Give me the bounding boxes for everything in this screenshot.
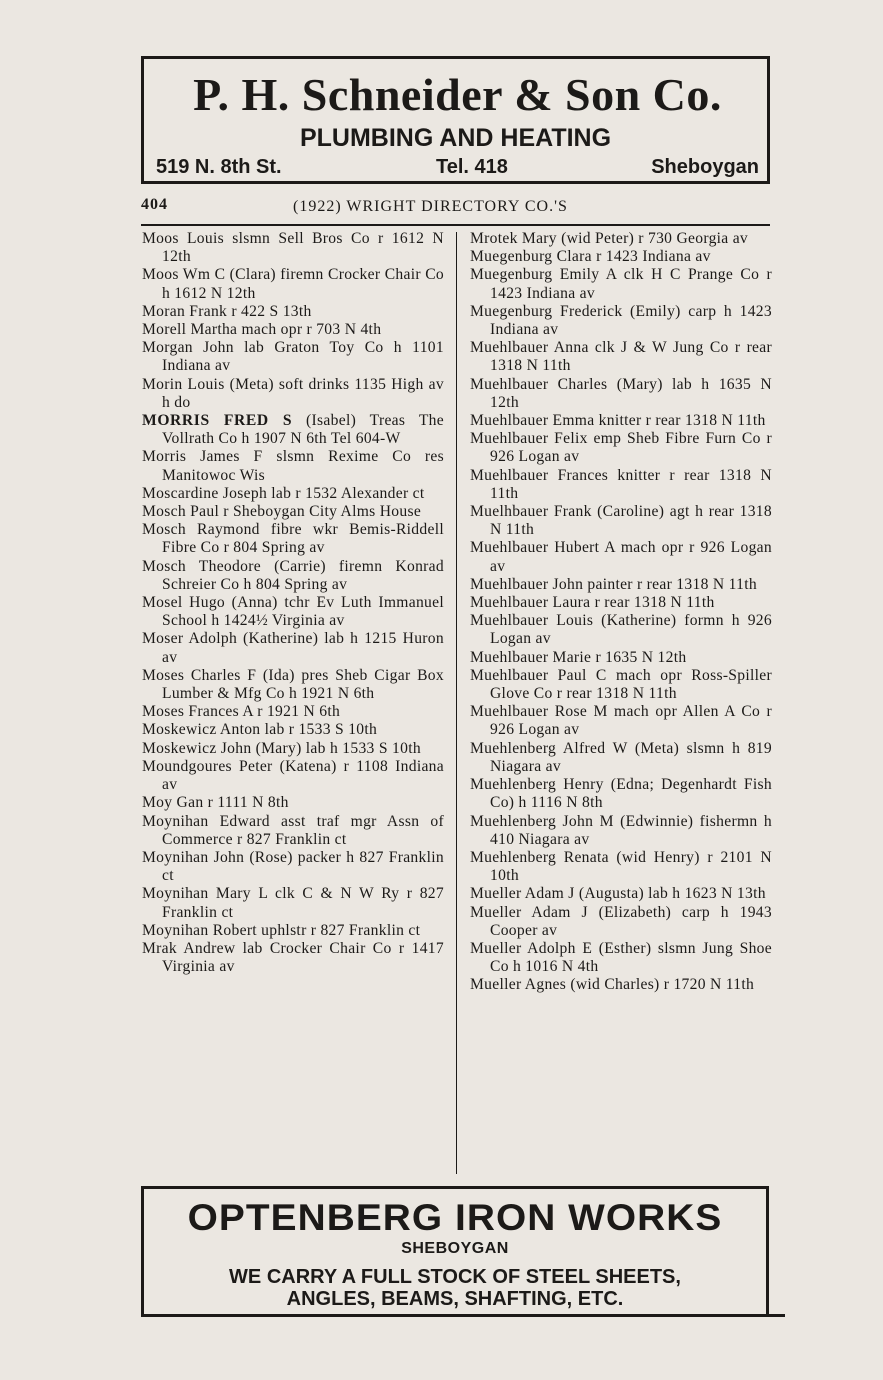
- directory-entry: [142, 885, 444, 921]
- ad-company-name: OPTENBERG IRON WORKS: [187, 1197, 723, 1238]
- entry-text: Mosel Hugo (Anna) tchr Ev Luth Immanuel School h 1424½ Virginia av: [142, 594, 444, 630]
- entry-text: Moran Frank r 422 S 13th: [142, 302, 312, 320]
- ad-company-city: SHEBOYGAN: [401, 1240, 509, 1257]
- entry-text: Moynihan Mary L clk C & N W Ry r 827 Franklin ct: [142, 885, 444, 921]
- entry-text: Moses Charles F (Ida) pres Sheb Cigar Box Lumber & Mfg Co h 1921 N 6th: [142, 666, 444, 703]
- directory-entry: [470, 376, 772, 412]
- directory-entry: [142, 376, 444, 412]
- directory-entry: [142, 266, 444, 302]
- ad-firm-name: P. H. Schneider & Son Co.: [193, 69, 722, 120]
- entry-text: Moscardine Joseph lab r 1532 Alexander ct: [142, 484, 425, 502]
- directory-entry: [470, 266, 772, 302]
- directory-entry: [142, 667, 444, 703]
- directory-entry: [142, 630, 444, 666]
- entry-text: Moynihan John (Rose) packer h 827 Franklin ct: [142, 848, 444, 885]
- running-header: [141, 196, 770, 222]
- entry-text: Mueller Adolph E (Esther) slsmn Jung Shoe Co h 1016 N 4th: [470, 939, 772, 976]
- directory-entry: [142, 558, 444, 594]
- directory-entry: [142, 813, 444, 849]
- entry-text: Muehlenberg Renata (wid Henry) r 2101 N 10th: [470, 848, 772, 885]
- entry-text: Mrak Andrew lab Crocker Chair Co r 1417 Virginia av: [142, 939, 444, 976]
- directory-entry: [142, 594, 444, 630]
- entry-text: Mueller Adam J (Elizabeth) carp h 1943 Cooper av: [470, 903, 772, 939]
- directory-entry: [470, 940, 772, 976]
- page-number: 404: [141, 196, 168, 213]
- directory-entry: [470, 612, 772, 648]
- entry-text: Morell Martha mach opr r 703 N 4th: [142, 321, 382, 339]
- entry-text: Muehlbauer Anna clk J & W Jung Co r rear 1318 N 11th: [470, 339, 772, 375]
- entry-text: Muehlbauer Laura r rear 1318 N 11th: [470, 594, 715, 612]
- directory-entry: [470, 467, 772, 503]
- directory-entry: [142, 740, 444, 758]
- directory-entry: [470, 412, 772, 430]
- left-column: [142, 230, 444, 976]
- directory-entry: [470, 849, 772, 885]
- entry-text: Mrotek Mary (wid Peter) r 730 Georgia av: [470, 230, 749, 247]
- entry-text: Morgan John lab Graton Toy Co h 1101 Indiana av: [142, 339, 444, 375]
- directory-entry: [142, 448, 444, 484]
- entry-text: Moundgoures Peter (Katena) r 1108 Indiana av: [142, 757, 444, 794]
- entry-text: Muegenburg Clara r 1423 Indiana av: [470, 248, 711, 266]
- directory-entry: [470, 813, 772, 849]
- footer-rule: [141, 1314, 785, 1317]
- entry-text: Moses Frances A r 1921 N 6th: [142, 703, 341, 721]
- entry-text: Moskewicz Anton lab r 1533 S 10th: [142, 721, 378, 739]
- entry-text: Muehlbauer John painter r rear 1318 N 11th: [470, 575, 757, 593]
- entry-text: Muehlbauer Marie r 1635 N 12th: [470, 648, 687, 666]
- ad-city: Sheboygan: [651, 156, 759, 178]
- directory-entry: [142, 321, 444, 339]
- directory-entry: [470, 667, 772, 703]
- entry-text: Muehlbauer Emma knitter r rear 1318 N 11th: [470, 412, 766, 430]
- directory-entry: [470, 248, 772, 266]
- bottom-advertisement: [141, 1186, 769, 1314]
- entry-text: Moynihan Edward asst traf mgr Assn of Commerce r 827 Franklin ct: [142, 812, 444, 848]
- entry-text: Morris James F slsmn Rexime Co res Manitowoc Wis: [142, 448, 444, 484]
- entry-text: Muehlenberg Alfred W (Meta) slsmn h 819 Niagara av: [470, 739, 772, 775]
- directory-entry: [470, 594, 772, 612]
- entry-text: Mueller Agnes (wid Charles) r 1720 N 11th: [470, 976, 755, 994]
- directory-entry: [142, 412, 444, 448]
- ad-telephone: Tel. 418: [436, 156, 508, 178]
- entry-text: Mosch Theodore (Carrie) firemn Konrad Schreier Co h 804 Spring av: [142, 557, 444, 593]
- directory-entry: [470, 303, 772, 339]
- entry-text: (Isabel) Treas The Vollrath Co h 1907 N 6th Tel 604-W: [162, 412, 444, 448]
- entry-text: Muehlenberg John M (Edwinnie) fishermn h 410 Niagara av: [470, 812, 772, 848]
- directory-entry: [142, 849, 444, 885]
- directory-entry: [470, 503, 772, 539]
- entry-text: Muehlbauer Paul C mach opr Ross-Spiller Glove Co r rear 1318 N 11th: [470, 666, 772, 703]
- directory-entry: [142, 339, 444, 375]
- entry-bold-name: MORRIS FRED S: [142, 412, 293, 430]
- right-column: [470, 230, 772, 995]
- directory-entry: [470, 339, 772, 375]
- directory-entry: [142, 503, 444, 521]
- entry-text: Muelhbauer Frank (Caroline) agt h rear 1318 N 11th: [470, 503, 772, 539]
- entry-text: Muegenburg Frederick (Emily) carp h 1423 Indiana av: [470, 302, 772, 339]
- entry-text: Muegenburg Emily A clk H C Prange Co r 1423 Indiana av: [470, 266, 772, 302]
- top-advertisement: [141, 56, 770, 184]
- directory-entry: [142, 230, 444, 266]
- entry-text: Mosch Paul r Sheboygan City Alms House: [142, 503, 422, 521]
- directory-entry: [142, 485, 444, 503]
- entry-text: Muehlbauer Felix emp Sheb Fibre Furn Co r 926 Logan av: [470, 430, 772, 466]
- directory-entry: [142, 922, 444, 940]
- directory-entry: [470, 703, 772, 739]
- entry-text: Mueller Adam J (Augusta) lab h 1623 N 13th: [470, 885, 766, 903]
- running-title: (1922) WRIGHT DIRECTORY CO.'S: [293, 198, 568, 215]
- entry-text: Morin Louis (Meta) soft drinks 1135 High av h do: [142, 375, 444, 411]
- entry-text: Moynihan Robert uphlstr r 827 Franklin ct: [142, 921, 421, 939]
- directory-entry: [142, 794, 444, 812]
- entry-text: Muehlbauer Frances knitter r rear 1318 N 11th: [470, 466, 772, 502]
- directory-entry: [470, 740, 772, 776]
- directory-entry: [470, 539, 772, 575]
- directory-entry: [470, 885, 772, 903]
- directory-entry: [142, 703, 444, 721]
- entry-text: Muehlbauer Hubert A mach opr r 926 Logan av: [470, 539, 772, 575]
- entry-text: Moos Louis slsmn Sell Bros Co r 1612 N 12th: [142, 230, 444, 266]
- entry-text: Moser Adolph (Katherine) lab h 1215 Huron av: [142, 630, 444, 666]
- ad-slogan-line-2: ANGLES, BEAMS, SHAFTING, ETC.: [286, 1288, 624, 1310]
- directory-entry: [142, 521, 444, 557]
- directory-entry: [470, 576, 772, 594]
- entry-text: Moskewicz John (Mary) lab h 1533 S 10th: [142, 739, 421, 757]
- directory-entry: [142, 303, 444, 321]
- entry-text: Mosch Raymond fibre wkr Bemis-Riddell Fibre Co r 804 Spring av: [142, 521, 444, 557]
- ad-slogan-line-1: WE CARRY A FULL STOCK OF STEEL SHEETS,: [229, 1266, 681, 1288]
- directory-entry: [470, 776, 772, 812]
- directory-entry: [142, 758, 444, 794]
- entry-text: Moos Wm C (Clara) firemn Crocker Chair Co h 1612 N 12th: [142, 266, 444, 302]
- header-rule: [141, 224, 770, 226]
- directory-entry: [470, 230, 772, 248]
- directory-entry: [470, 430, 772, 466]
- entry-text: Muehlenberg Henry (Edna; Degenhardt Fish Co) h 1116 N 8th: [470, 776, 772, 812]
- ad-trade: PLUMBING AND HEATING: [299, 124, 612, 152]
- directory-entry: [142, 940, 444, 976]
- directory-entry: [470, 904, 772, 940]
- entry-text: Muehlbauer Charles (Mary) lab h 1635 N 12th: [470, 375, 772, 411]
- entry-text: Muehlbauer Rose M mach opr Allen A Co r 926 Logan av: [470, 703, 772, 739]
- directory-entry: [470, 649, 772, 667]
- column-divider: [456, 232, 457, 1174]
- entry-text: Moy Gan r 1111 N 8th: [142, 794, 289, 812]
- ad-address: 519 N. 8th St.: [156, 156, 282, 178]
- directory-entry: [142, 721, 444, 739]
- entry-text: Muehlbauer Louis (Katherine) formn h 926 Logan av: [470, 612, 772, 648]
- directory-entry: [470, 976, 772, 994]
